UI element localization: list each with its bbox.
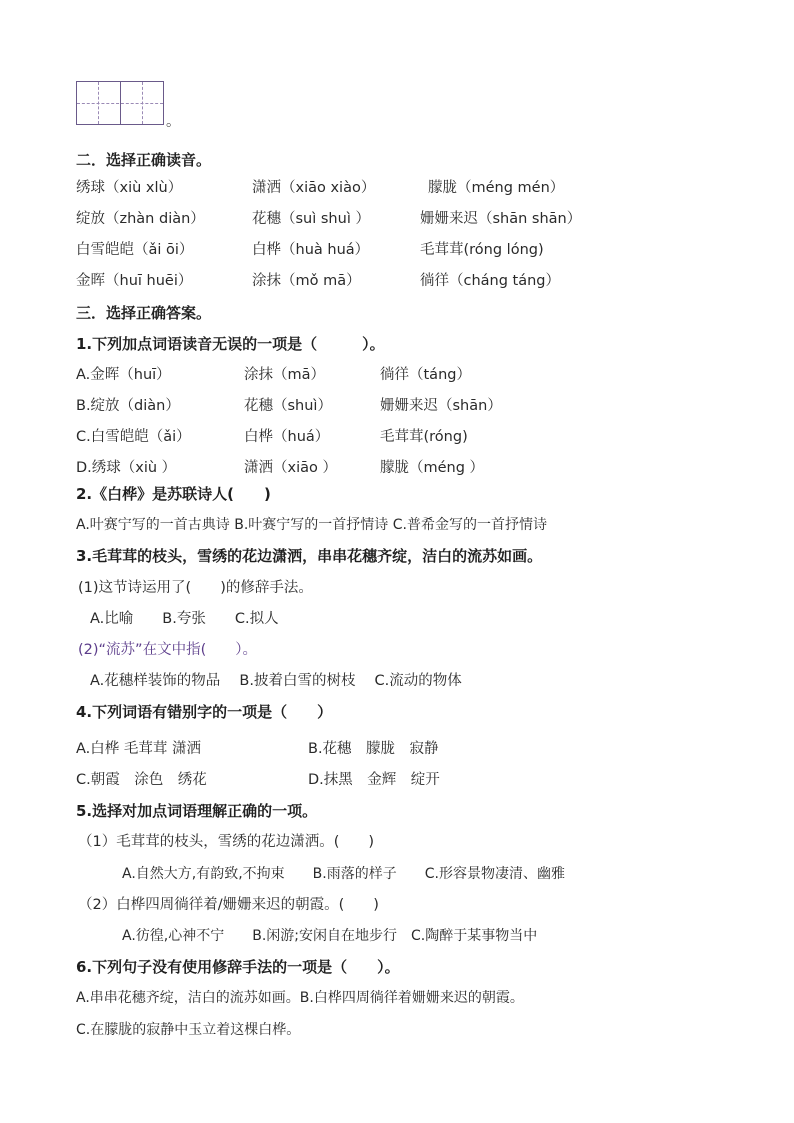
q4-option: B.花穗 朦胧 寂静 — [308, 741, 439, 757]
q4-option: D.抹黑 金辉 绽开 — [308, 772, 440, 788]
section-2-title: 二．选择正确读音。 — [76, 151, 212, 169]
question-4-stem: 4.下列词语有错别字的一项是（ ） — [76, 703, 333, 721]
q5-sub2: （2）白桦四周徜徉着/姗姗来迟的朝霞。( ) — [78, 897, 379, 913]
q3-sub1: (1)这节诗运用了( )的修辞手法。 — [78, 580, 313, 596]
q5-sub1: （1）毛茸茸的枝头，雪绣的花边潇洒。( ) — [78, 834, 375, 850]
reading-item: 花穗（suì shuì ） — [252, 211, 370, 227]
q2-options: A.叶赛宁写的一首古典诗 B.叶赛宁写的一首抒情诗 C.普希金写的一首抒情诗 — [76, 517, 547, 533]
q4-option: C.朝霞 涂色 绣花 — [76, 772, 207, 788]
reading-item: 金晖（huī huēi） — [76, 273, 193, 289]
q3-sub2: (2)“流苏”在文中指( ）。 — [78, 642, 257, 658]
q1-option: C.白雪皑皑（ǎi） — [76, 429, 191, 445]
q4-option: A.白桦 毛茸茸 潇洒 — [76, 741, 201, 757]
reading-item: 绣球（xiù xlù） — [76, 180, 183, 196]
q3-sub2-options: A.花穗样装饰的物品 B.披着白雪的树枝 C.流动的物体 — [90, 673, 462, 689]
reading-item: 白桦（huà huá） — [252, 242, 370, 258]
q5-sub1-options: A.自然大方,有韵致,不拘束 B.雨落的样子 C.形容景物凄清、幽雅 — [122, 866, 565, 882]
q1-option: 花穗（shuì） — [244, 398, 332, 414]
writing-grid — [76, 81, 164, 125]
reading-item: 潇洒（xiāo xiào） — [252, 180, 376, 196]
reading-item: 徜徉（cháng táng） — [420, 273, 561, 289]
q6-options-line2: C.在朦胧的寂静中玉立着这棵白桦。 — [76, 1022, 301, 1038]
q1-option: 姗姗来迟（shān） — [380, 398, 502, 414]
q1-option: 朦胧（méng ） — [380, 460, 485, 476]
reading-item: 姗姗来迟（shān shān） — [420, 211, 582, 227]
question-3-stem: 3.毛茸茸的枝头，雪绣的花边潇洒，串串花穗齐绽，洁白的流苏如画。 — [76, 547, 543, 565]
q1-option: 涂抹（mā） — [244, 367, 326, 383]
q5-sub2-options: A.彷徨,心神不宁 B.闲游;安闲自在地步行 C.陶醉于某事物当中 — [122, 928, 538, 944]
q6-options-line1: A.串串花穗齐绽，洁白的流苏如画。B.白桦四周徜徉着姗姗来迟的朝霞。 — [76, 990, 524, 1006]
q1-option: D.绣球（xiù ） — [76, 460, 177, 476]
reading-item: 绽放（zhàn diàn） — [76, 211, 205, 227]
question-2-stem: 2.《白桦》是苏联诗人( ) — [76, 485, 271, 503]
q1-option: 毛茸茸(róng) — [380, 429, 468, 445]
q1-option: B.绽放（diàn） — [76, 398, 180, 414]
reading-item: 涂抹（mǒ mā） — [252, 273, 361, 289]
question-5-stem: 5.选择对加点词语理解正确的一项。 — [76, 802, 318, 820]
question-1-stem: 1.下列加点词语读音无误的一项是（ ）。 — [76, 335, 385, 353]
q3-sub1-options: A.比喻 B.夸张 C.拟人 — [90, 611, 279, 627]
reading-item: 朦胧（méng mén） — [428, 180, 565, 196]
section-3-title: 三．选择正确答案。 — [76, 304, 212, 322]
grid-suffix: 。 — [166, 114, 181, 130]
q1-option: 徜徉（táng） — [380, 367, 471, 383]
q1-option: 潇洒（xiāo ） — [244, 460, 337, 476]
question-6-stem: 6.下列句子没有使用修辞手法的一项是（ ）。 — [76, 958, 400, 976]
reading-item: 毛茸茸(róng lóng) — [420, 242, 544, 258]
q1-option: 白桦（huá） — [244, 429, 330, 445]
reading-item: 白雪皑皑（ǎi ōi） — [76, 242, 194, 258]
q1-option: A.金晖（huī） — [76, 367, 171, 383]
